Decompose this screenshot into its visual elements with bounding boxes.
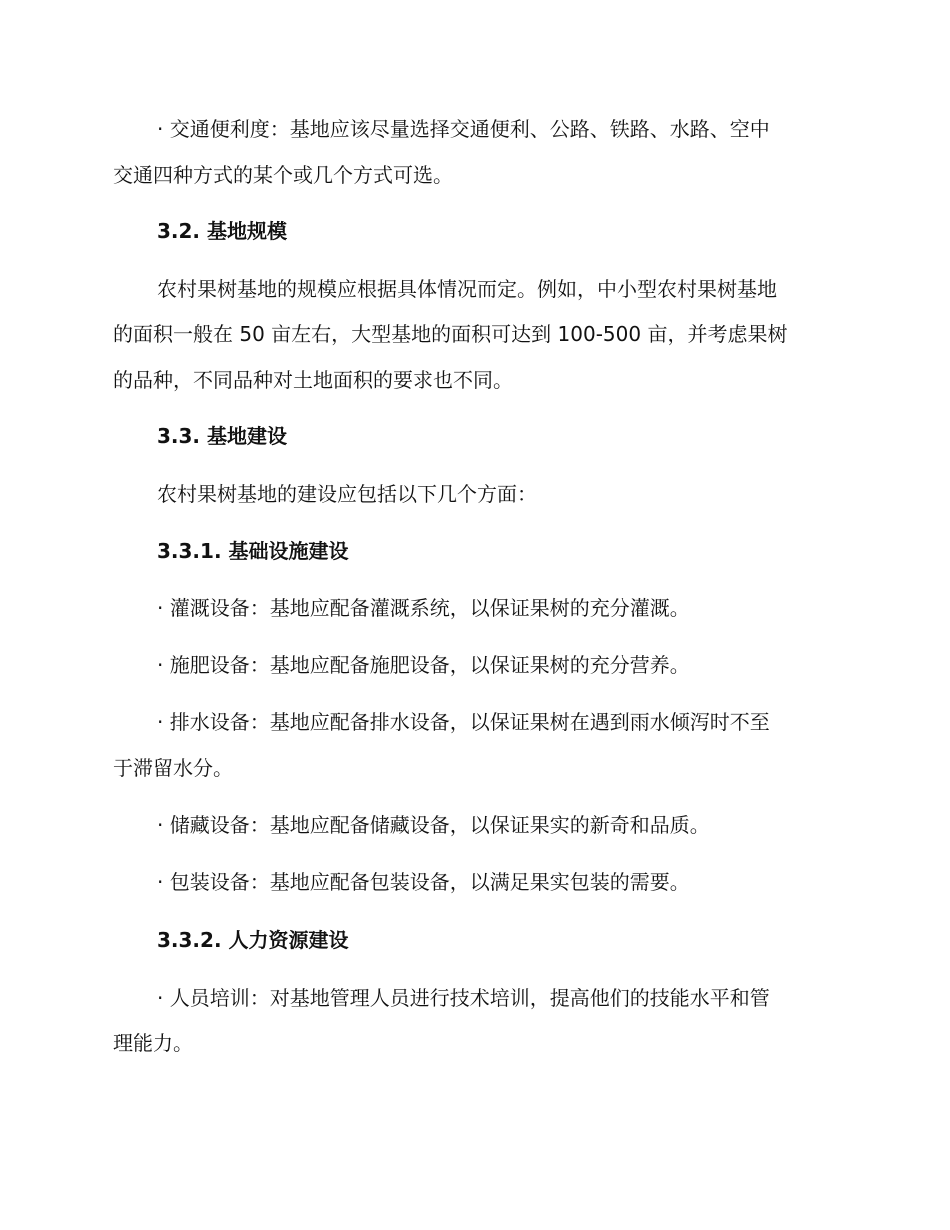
paragraph-scale-line-3: 的品种，不同品种对土地面积的要求也不同。 bbox=[113, 368, 513, 392]
bullet-storage: · 储藏设备：基地应配备储藏设备，以保证果实的新奇和品质。 bbox=[157, 813, 710, 837]
bullet-training-line-2: 理能力。 bbox=[113, 1031, 193, 1055]
bullet-transport-line-1: · 交通便利度：基地应该尽量选择交通便利、公路、铁路、水路、空中 bbox=[157, 117, 770, 141]
paragraph-scale-line-2: 的面积一般在 50 亩左右，大型基地的面积可达到 100-500 亩，并考虑果树 bbox=[113, 322, 788, 346]
bullet-drainage-line-1: · 排水设备：基地应配备排水设备，以保证果树在遇到雨水倾泻时不至 bbox=[157, 710, 770, 734]
bullet-transport-line-2: 交通四种方式的某个或几个方式可选。 bbox=[113, 163, 453, 187]
bullet-fertilizer: · 施肥设备：基地应配备施肥设备，以保证果树的充分营养。 bbox=[157, 653, 690, 677]
bullet-irrigation: · 灌溉设备：基地应配备灌溉系统，以保证果树的充分灌溉。 bbox=[157, 596, 690, 620]
paragraph-scale-line-1: 农村果树基地的规模应根据具体情况而定。例如，中小型农村果树基地 bbox=[157, 277, 777, 301]
section-heading-3-3-1: 3.3.1. 基础设施建设 bbox=[157, 539, 349, 563]
bullet-drainage-line-2: 于滞留水分。 bbox=[113, 756, 233, 780]
bullet-training-line-1: · 人员培训：对基地管理人员进行技术培训，提高他们的技能水平和管 bbox=[157, 986, 770, 1010]
section-heading-3-3-2: 3.3.2. 人力资源建设 bbox=[157, 928, 349, 952]
paragraph-construction-intro: 农村果树基地的建设应包括以下几个方面： bbox=[157, 482, 537, 506]
section-heading-3-2: 3.2. 基地规模 bbox=[157, 219, 287, 243]
section-heading-3-3: 3.3. 基地建设 bbox=[157, 424, 287, 448]
bullet-packaging: · 包装设备：基地应配备包装设备，以满足果实包装的需要。 bbox=[157, 870, 690, 894]
